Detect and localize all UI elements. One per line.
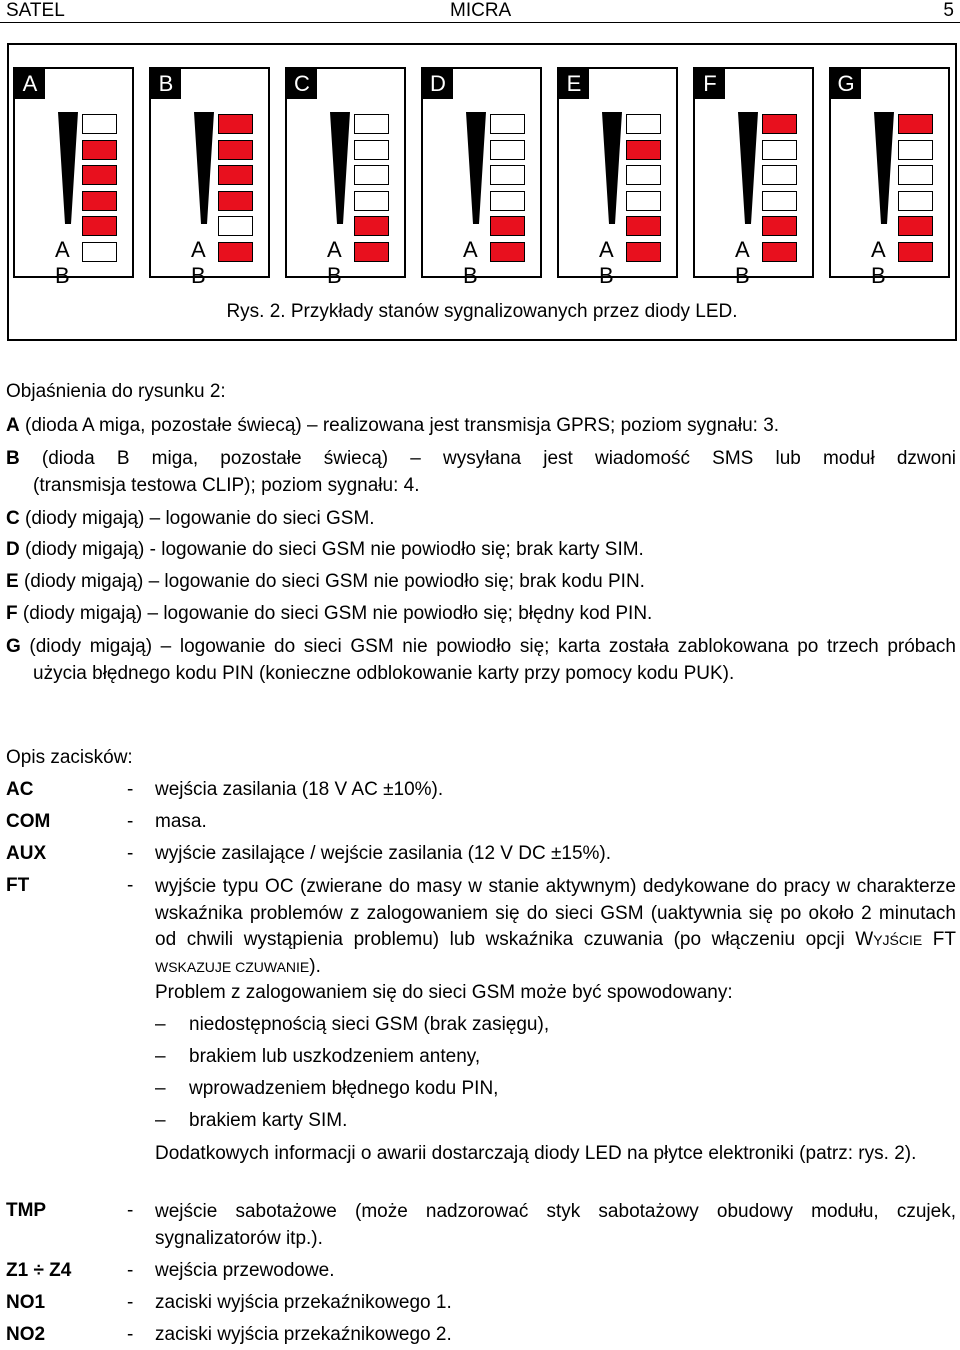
led-off bbox=[762, 140, 797, 160]
led-row-label: B bbox=[599, 263, 614, 288]
led-row-label: B bbox=[55, 263, 70, 288]
led-off bbox=[762, 191, 797, 211]
led-row-label: A bbox=[735, 237, 750, 262]
cause-item: brakiem karty SIM. bbox=[189, 1110, 348, 1131]
led-row-label: A bbox=[599, 237, 614, 262]
explanation-g: G (diody migają) – logowanie do sieci GSM nie powiodło się; karta została zablokowana po trzech próbach użycia błędnego kodu PIN (konieczne odblokowanie karty przy pomocy kodu PUK). bbox=[6, 636, 956, 684]
bullet-dash: – bbox=[155, 1110, 166, 1131]
led-row-label: B bbox=[871, 263, 886, 288]
led-on bbox=[218, 114, 253, 134]
explanations-title: Objaśnienia do rysunku 2: bbox=[6, 381, 226, 402]
led-panel bbox=[693, 67, 814, 288]
led-off bbox=[898, 165, 933, 185]
terminal-aux-desc: wyjście zasilające / wejście zasilania (12 V DC ±15%). bbox=[155, 843, 612, 864]
led-off bbox=[490, 140, 525, 160]
signal-strength-icon bbox=[58, 112, 78, 224]
terminal-no2-desc: zaciski wyjścia przekaźnikowego 2. bbox=[155, 1324, 452, 1345]
panel-label: E bbox=[559, 69, 589, 99]
led-off bbox=[354, 114, 389, 134]
explanation-b: B (dioda B miga, pozostałe świecą) – wysyłana jest wiadomość SMS lub moduł dzwoni bbox=[6, 448, 956, 469]
panel-label: F bbox=[695, 69, 725, 99]
led-off bbox=[354, 165, 389, 185]
terminal-com-name: COM bbox=[6, 811, 51, 832]
signal-strength-icon bbox=[738, 112, 758, 224]
panel-label: D bbox=[423, 69, 453, 99]
explanation-f: F (diody migają) – logowanie do sieci GSM nie powiodło się; błędny kod PIN. bbox=[6, 603, 653, 624]
led-figure bbox=[7, 43, 957, 341]
explanation-c: C (diody migają) – logowanie do sieci GSM. bbox=[6, 508, 375, 529]
led-on bbox=[82, 216, 117, 236]
terminal-z-desc: wejścia przewodowe. bbox=[155, 1260, 335, 1281]
panel-label: B bbox=[151, 69, 181, 99]
led-off bbox=[490, 114, 525, 134]
signal-strength-icon bbox=[466, 112, 486, 224]
led-on bbox=[626, 242, 661, 262]
led-on bbox=[218, 165, 253, 185]
led-on bbox=[898, 114, 933, 134]
terminal-com-dash: - bbox=[127, 811, 134, 832]
explanation-d: D (diody migają) - logowanie do sieci GSM nie powiodło się; brak karty SIM. bbox=[6, 539, 644, 560]
led-off bbox=[490, 191, 525, 211]
led-off bbox=[490, 165, 525, 185]
terminal-com-desc: masa. bbox=[155, 811, 207, 832]
led-panel bbox=[149, 67, 270, 288]
led-on bbox=[898, 216, 933, 236]
led-on bbox=[218, 242, 253, 262]
bullet-dash: – bbox=[155, 1014, 166, 1035]
led-off bbox=[626, 165, 661, 185]
terminal-no2-name: NO2 bbox=[6, 1324, 46, 1345]
terminal-no1-name: NO1 bbox=[6, 1292, 46, 1313]
led-on bbox=[626, 216, 661, 236]
led-off bbox=[626, 191, 661, 211]
terminal-ft-desc: wyjście typu OC (zwierane do masy w stanie aktywnym) dedykowane do pracy w charakterze wskaźnika problemów z zalogowaniem się do sieci GSM (uaktywnia się po około 2 minutach od chwili wystąpienia problemu) lub wskaźnika czuwania (po włączeniu opcji WYJŚCIE FT WSKAZUJE CZUWANIE). bbox=[155, 876, 956, 977]
bullet-dash: – bbox=[155, 1046, 166, 1067]
terminal-ac-desc: wejścia zasilania (18 V AC ±10%). bbox=[155, 779, 444, 800]
led-off bbox=[354, 140, 389, 160]
page-number: 5 bbox=[943, 0, 954, 21]
terminal-ft-problem: Problem z zalogowaniem się do sieci GSM może być spowodowany: bbox=[155, 982, 733, 1003]
led-on bbox=[82, 140, 117, 160]
cause-item: niedostępnością sieci GSM (brak zasięgu), bbox=[189, 1014, 550, 1035]
led-on bbox=[762, 242, 797, 262]
led-on bbox=[490, 216, 525, 236]
cause-item: brakiem lub uszkodzeniem anteny, bbox=[189, 1046, 481, 1067]
header-brand: SATEL bbox=[6, 0, 65, 21]
led-panel bbox=[557, 67, 678, 288]
terminal-no1-dash: - bbox=[127, 1292, 134, 1313]
led-row-label: A bbox=[463, 237, 478, 262]
terminal-z-dash: - bbox=[127, 1260, 134, 1281]
header-product: MICRA bbox=[450, 0, 512, 21]
led-row-label: A bbox=[55, 237, 70, 262]
terminal-tmp-name: TMP bbox=[6, 1200, 47, 1221]
led-off bbox=[218, 216, 253, 236]
panel-label: A bbox=[15, 69, 45, 99]
led-off bbox=[82, 242, 117, 262]
led-row-label: A bbox=[327, 237, 342, 262]
led-off bbox=[354, 191, 389, 211]
terminal-tmp-desc: wejście sabotażowe (może nadzorować styk sabotażowy obudowy modułu, czujek, sygnalizatorów itp.). bbox=[155, 1201, 956, 1249]
terminal-ac-name: AC bbox=[6, 779, 34, 800]
led-off bbox=[762, 165, 797, 185]
led-on bbox=[354, 216, 389, 236]
terminal-tmp-dash: - bbox=[127, 1200, 134, 1221]
led-off bbox=[82, 114, 117, 134]
led-on bbox=[82, 165, 117, 185]
led-on bbox=[762, 216, 797, 236]
terminal-no1-desc: zaciski wyjścia przekaźnikowego 1. bbox=[155, 1292, 452, 1313]
led-panel bbox=[285, 67, 406, 288]
signal-strength-icon bbox=[194, 112, 214, 224]
led-on bbox=[762, 114, 797, 134]
led-on bbox=[898, 242, 933, 262]
led-off bbox=[898, 140, 933, 160]
signal-strength-icon bbox=[874, 112, 894, 224]
led-row-label: B bbox=[463, 263, 478, 288]
led-on bbox=[218, 191, 253, 211]
page-header bbox=[0, 0, 960, 23]
terminal-aux-name: AUX bbox=[6, 843, 47, 864]
signal-strength-icon bbox=[330, 112, 350, 224]
terminal-z-name: Z1 ÷ Z4 bbox=[6, 1260, 72, 1281]
led-row-label: B bbox=[191, 263, 206, 288]
figure-caption: Rys. 2. Przykłady stanów sygnalizowanych przez diody LED. bbox=[226, 301, 738, 322]
led-panel bbox=[829, 67, 950, 288]
cause-item: wprowadzeniem błędnego kodu PIN, bbox=[189, 1078, 499, 1099]
terminal-ft-name: FT bbox=[6, 875, 30, 896]
explanation-e: E (diody migają) – logowanie do sieci GSM nie powiodło się; brak kodu PIN. bbox=[6, 571, 645, 592]
panel-label: C bbox=[287, 69, 317, 99]
explanation-b-cont: (transmisja testowa CLIP); poziom sygnału: 4. bbox=[33, 475, 420, 496]
terminal-no2-dash: - bbox=[127, 1324, 134, 1345]
led-row-label: A bbox=[871, 237, 886, 262]
led-panel bbox=[421, 67, 542, 288]
terminal-ft-dash: - bbox=[127, 875, 134, 896]
terminal-ac-dash: - bbox=[127, 779, 134, 800]
led-panel bbox=[13, 67, 134, 288]
led-off bbox=[626, 114, 661, 134]
led-on bbox=[354, 242, 389, 262]
led-off bbox=[898, 191, 933, 211]
led-on bbox=[82, 191, 117, 211]
explanation-a: A (dioda A miga, pozostałe świecą) – realizowana jest transmisja GPRS; poziom sygnału: 3. bbox=[6, 415, 780, 436]
led-on bbox=[626, 140, 661, 160]
led-row-label: B bbox=[735, 263, 750, 288]
terminal-aux-dash: - bbox=[127, 843, 134, 864]
terminals-title: Opis zacisków: bbox=[6, 747, 133, 768]
led-row-label: A bbox=[191, 237, 206, 262]
led-row-label: B bbox=[327, 263, 342, 288]
bullet-dash: – bbox=[155, 1078, 166, 1099]
led-on bbox=[218, 140, 253, 160]
signal-strength-icon bbox=[602, 112, 622, 224]
terminal-ft-extra: Dodatkowych informacji o awarii dostarczają diody LED na płytce elektroniki (patrz: rys. 2). bbox=[155, 1143, 917, 1164]
panel-label: G bbox=[831, 69, 861, 99]
led-on bbox=[490, 242, 525, 262]
